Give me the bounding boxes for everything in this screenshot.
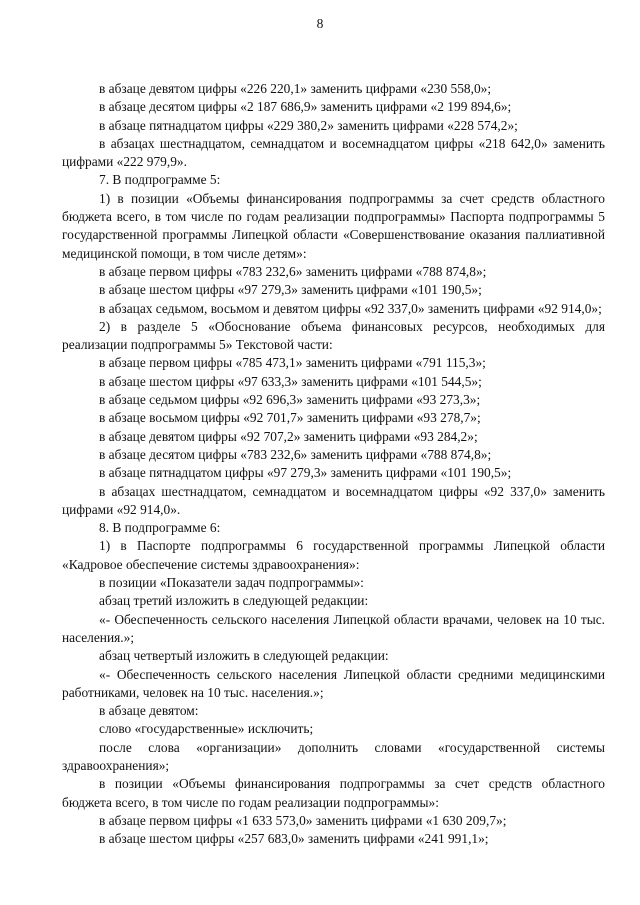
paragraph: в абзаце девятом цифры «226 220,1» заменить цифрами «230 558,0»; <box>99 81 492 96</box>
paragraph: абзац четвертый изложить в следующей редакции: <box>99 648 389 664</box>
paragraph: в абзаце девятом цифры «92 707,2» заменить цифрами «93 284,2»; <box>99 428 478 444</box>
paragraph: в абзаце первом цифры «785 473,1» заменить цифрами «791 115,3»; <box>99 355 486 371</box>
paragraph: в абзаце пятнадцатом цифры «97 279,3» заменить цифрами «101 190,5»; <box>99 465 512 481</box>
paragraph: 1) в Паспорте подпрограммы 6 государственной программы Липецкой области «Кадровое обеспечение системы здравоохранения»: <box>62 538 605 572</box>
paragraph: в абзаце первом цифры «783 232,6» заменить цифрами «788 874,8»; <box>99 263 487 279</box>
paragraph: в абзаце седьмом цифры «92 696,3» заменить цифрами «93 273,3»; <box>99 392 481 408</box>
paragraph: «- Обеспеченность сельского населения Липецкой области врачами, человек на 10 тыс. населения.»; <box>62 611 605 645</box>
paragraph: в абзацах седьмом, восьмом и девятом цифры «92 337,0» заменить цифрами «92 914,0»; <box>99 300 602 316</box>
paragraph: в абзаце десятом цифры «2 187 686,9» заменить цифрами «2 199 894,6»; <box>99 99 512 115</box>
paragraph: после слова «организации» дополнить словами «государственной системы здравоохранения»; <box>62 739 605 773</box>
paragraph: абзац третий изложить в следующей редакции: <box>99 593 369 609</box>
page-number: 8 <box>316 16 324 31</box>
paragraph: в абзаце шестом цифры «257 683,0» заменить цифрами «241 991,1»; <box>99 831 489 847</box>
paragraph: в позиции «Показатели задач подпрограммы»: <box>99 575 364 591</box>
paragraph: в абзаце шестом цифры «97 633,3» заменить цифрами «101 544,5»; <box>99 373 482 389</box>
section-heading: 7. В подпрограмме 5: <box>99 172 221 188</box>
paragraph: «- Обеспеченность сельского населения Липецкой области средними медицинскими работниками, человек на 10 тыс. населения.»; <box>62 666 605 700</box>
paragraph: 1) в позиции «Объемы финансирования подпрограммы за счет средств областного бюджета всего, в том числе по годам реализации подпрограммы» Паспорта подпрограммы 5 государственной программы Липецкой области «Совершенствование оказания паллиативной медицинской помощи, в том числе детям»: <box>62 190 605 261</box>
paragraph: в позиции «Объемы финансирования подпрограммы за счет средств областного бюджета всего, в том числе по годам реализации подпрограммы»: <box>62 776 605 810</box>
section-heading: 8. В подпрограмме 6: <box>99 520 221 536</box>
paragraph: слово «государственные» исключить; <box>99 721 314 737</box>
paragraph: в абзаце первом цифры «1 633 573,0» заменить цифрами «1 630 209,7»; <box>99 812 507 828</box>
paragraph: 2) в разделе 5 «Обоснование объема финансовых ресурсов, необходимых для реализации подпрограммы 5» Текстовой части: <box>62 318 605 353</box>
document-body <box>62 80 605 848</box>
paragraph: в абзаце восьмом цифры «92 701,7» заменить цифрами «93 278,7»; <box>99 410 481 426</box>
paragraph: в абзаце шестом цифры «97 279,3» заменить цифрами «101 190,5»; <box>99 282 482 298</box>
paragraph: в абзацах шестнадцатом, семнадцатом и восемнадцатом цифры «92 337,0» заменить цифрами «92 914,0». <box>62 483 605 517</box>
paragraph: в абзаце пятнадцатом цифры «229 380,2» заменить цифрами «228 574,2»; <box>99 117 518 133</box>
paragraph: в абзацах шестнадцатом, семнадцатом и восемнадцатом цифры «218 642,0» заменить цифрами «222 979,9». <box>62 135 605 170</box>
paragraph: в абзаце девятом: <box>99 703 199 719</box>
paragraph: в абзаце десятом цифры «783 232,6» заменить цифрами «788 874,8»; <box>99 446 492 462</box>
